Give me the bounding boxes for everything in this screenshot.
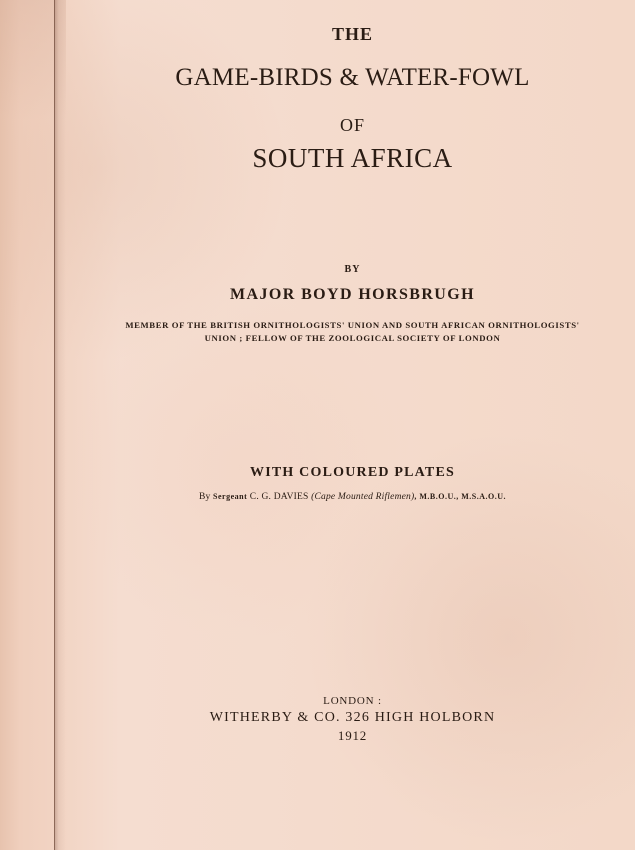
publisher-name: WITHERBY & CO. 326 HIGH HOLBORN bbox=[209, 710, 496, 725]
author-affiliation-line-2: UNION ; FELLOW OF THE ZOOLOGICAL SOCIETY OF LONDON bbox=[204, 333, 501, 343]
title-page-content bbox=[70, 0, 635, 850]
author-affiliation-line-1: MEMBER OF THE BRITISH ORNITHOLOGISTS' UNION AND SOUTH AFRICAN ORNITHOLOGISTS' bbox=[125, 320, 580, 330]
plates-credit bbox=[70, 492, 635, 502]
book-title: GAME-BIRDS & WATER-FOWL bbox=[175, 64, 530, 91]
byline: BY bbox=[344, 264, 361, 275]
plates-credit-name: C. G. DAVIES bbox=[247, 492, 312, 502]
plates-credit-unit: (Cape Mounted Riflemen) bbox=[311, 492, 415, 502]
plates-credit-prefix: By bbox=[198, 492, 214, 502]
plates-heading: WITH COLOURED PLATES bbox=[250, 465, 455, 480]
title-line-the: THE bbox=[331, 24, 373, 44]
title-line-of: OF bbox=[339, 115, 365, 135]
book-gutter bbox=[54, 0, 66, 850]
book-subtitle: SOUTH AFRICA bbox=[252, 143, 453, 173]
author-name: MAJOR BOYD HORSBRUGH bbox=[230, 286, 475, 303]
plates-credit-rank: Sergeant bbox=[213, 492, 248, 501]
plates-credit-suffix: , M.B.O.U., M.S.A.O.U. bbox=[414, 492, 507, 501]
publisher-city: LONDON : bbox=[323, 695, 382, 707]
publication-year: 1912 bbox=[337, 728, 368, 743]
